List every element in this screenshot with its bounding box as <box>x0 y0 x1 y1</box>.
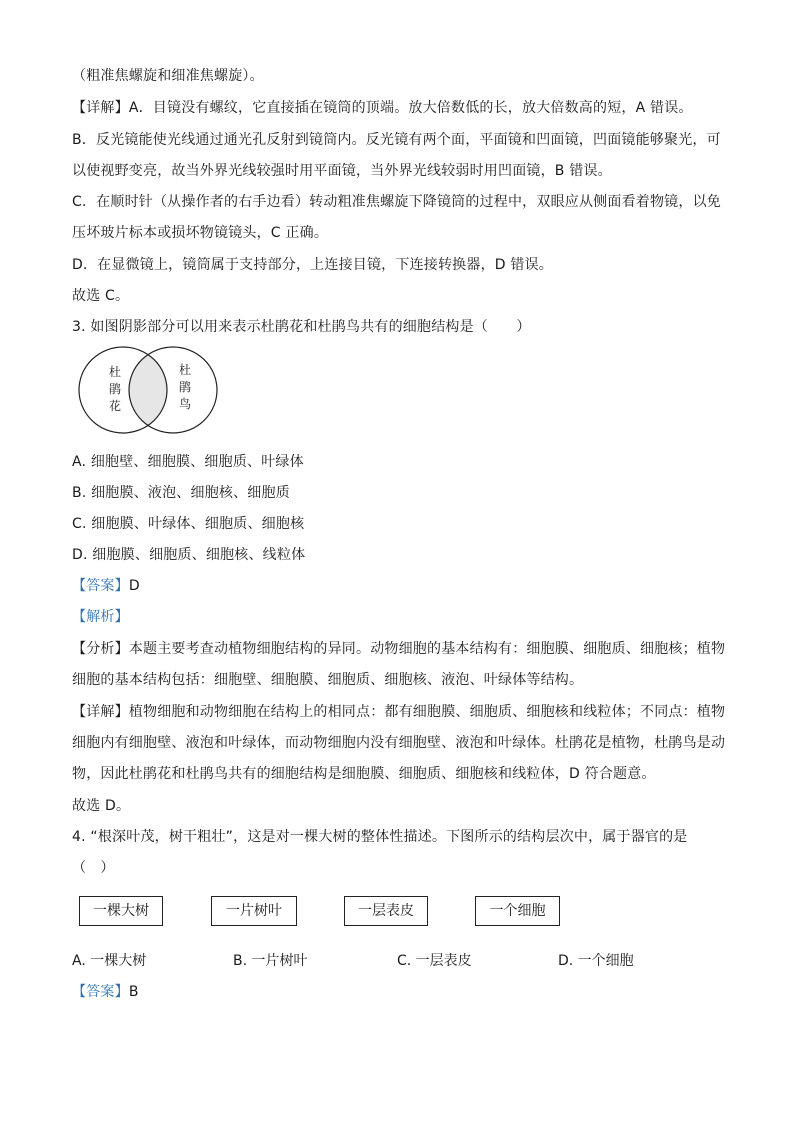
detail-line: 细胞内有细胞壁、液泡和叶绿体，而动物细胞内没有细胞壁、液泡和叶绿体。杜鹃花是植物，杜鹃鸟是动 <box>72 735 726 751</box>
venn-left-label: 杜 鹃 花 <box>108 365 121 413</box>
text-line: C．在顺时针（从操作者的右手边看）转动粗准焦螺旋下降镜筒的过程中，双眼应从侧面看着物镜，以免 <box>72 194 721 210</box>
detail-tag: 【详解】 <box>72 100 129 116</box>
question-4-bracket: （ ） <box>72 860 115 876</box>
q4-option-a: A. 一棵大树 <box>72 953 147 969</box>
text-line: D．在显微镜上，镜筒属于支持部分，上连接目镜，下连接转换器，D 错误。 <box>72 257 554 273</box>
answer-value: B <box>128 984 139 1000</box>
venn-right-label: 杜 鹃 鸟 <box>178 363 191 411</box>
question-3: 3. 如图阴影部分可以用来表示杜鹃花和杜鹃鸟共有的细胞结构是（ ） <box>72 319 531 335</box>
q4-option-d: D. 一个细胞 <box>558 953 634 969</box>
venn-diagram <box>74 344 224 436</box>
analysis-heading: 【解析】 <box>72 609 129 625</box>
conclusion-line: 故选 D。 <box>72 798 131 814</box>
option-d: D. 细胞膜、细胞质、细胞核、线粒体 <box>72 547 306 563</box>
analysis-line: 【分析】本题主要考查动植物细胞结构的异同。动物细胞的基本结构有：细胞膜、细胞质、细胞核；植物 <box>72 641 726 657</box>
answer-line <box>72 576 140 596</box>
option-b: B. 细胞膜、液泡、细胞核、细胞质 <box>72 485 290 501</box>
flow-arrow <box>163 905 211 907</box>
answer-tag: 【答案】 <box>72 578 129 594</box>
answer-line <box>72 982 139 1002</box>
option-a: A. 细胞壁、细胞膜、细胞质、叶绿体 <box>72 454 304 470</box>
q4-option-b: B. 一片树叶 <box>233 953 308 969</box>
analysis-tag: 【分析】 <box>72 641 129 657</box>
detail-tag: 【详解】 <box>72 704 129 720</box>
flow-box-cell: 一个细胞 <box>475 896 560 926</box>
flow-arrow <box>297 905 344 907</box>
text-line: B．反光镜能使光线通过通光孔反射到镜筒内。反光镜有两个面，平面镜和凹面镜，凹面镜能够聚光，可 <box>72 132 721 148</box>
flow-box-epidermis: 一层表皮 <box>344 896 428 926</box>
analysis-line: 细胞的基本结构包括：细胞壁、细胞膜、细胞质、细胞核、液泡、叶绿体等结构。 <box>72 672 584 688</box>
detail-line <box>72 98 693 118</box>
text-line: 压坏玻片标本或损坏物镜镜头，C 正确。 <box>72 225 329 241</box>
answer-value: D <box>128 578 140 594</box>
answer-tag: 【答案】 <box>72 984 129 1000</box>
flow-arrow <box>428 905 475 907</box>
detail-line: 【详解】植物细胞和动物细胞在结构上的相同点：都有细胞膜、细胞质、细胞核和线粒体；不同点：植物 <box>72 704 726 720</box>
flow-box-tree: 一棵大树 <box>79 896 163 926</box>
detail-line: 物，因此杜鹃花和杜鹃鸟共有的细胞结构是细胞膜、细胞质、细胞核和线粒体，D 符合题意。 <box>72 766 656 782</box>
question-4: 4. “根深叶茂，树干粗壮”，这是对一棵大树的整体性描述。下图所示的结构层次中，属于器官的是 <box>72 829 688 845</box>
option-c: C. 细胞膜、叶绿体、细胞质、细胞核 <box>72 516 305 532</box>
conclusion-line: 故选 C。 <box>72 288 130 304</box>
detail-text: A．目镜没有螺纹，它直接插在镜筒的顶端。放大倍数低的长，放大倍数高的短，A 错误。 <box>128 100 693 116</box>
text-line: （粗准焦螺旋和细准焦螺旋）。 <box>72 68 264 84</box>
q4-option-c: C. 一层表皮 <box>397 953 472 969</box>
flow-box-leaf: 一片树叶 <box>211 896 297 926</box>
text-line: 以使视野变亮，故当外界光线较强时用平面镜，当外界光线较弱时用凹面镜，B 错误。 <box>72 163 612 179</box>
